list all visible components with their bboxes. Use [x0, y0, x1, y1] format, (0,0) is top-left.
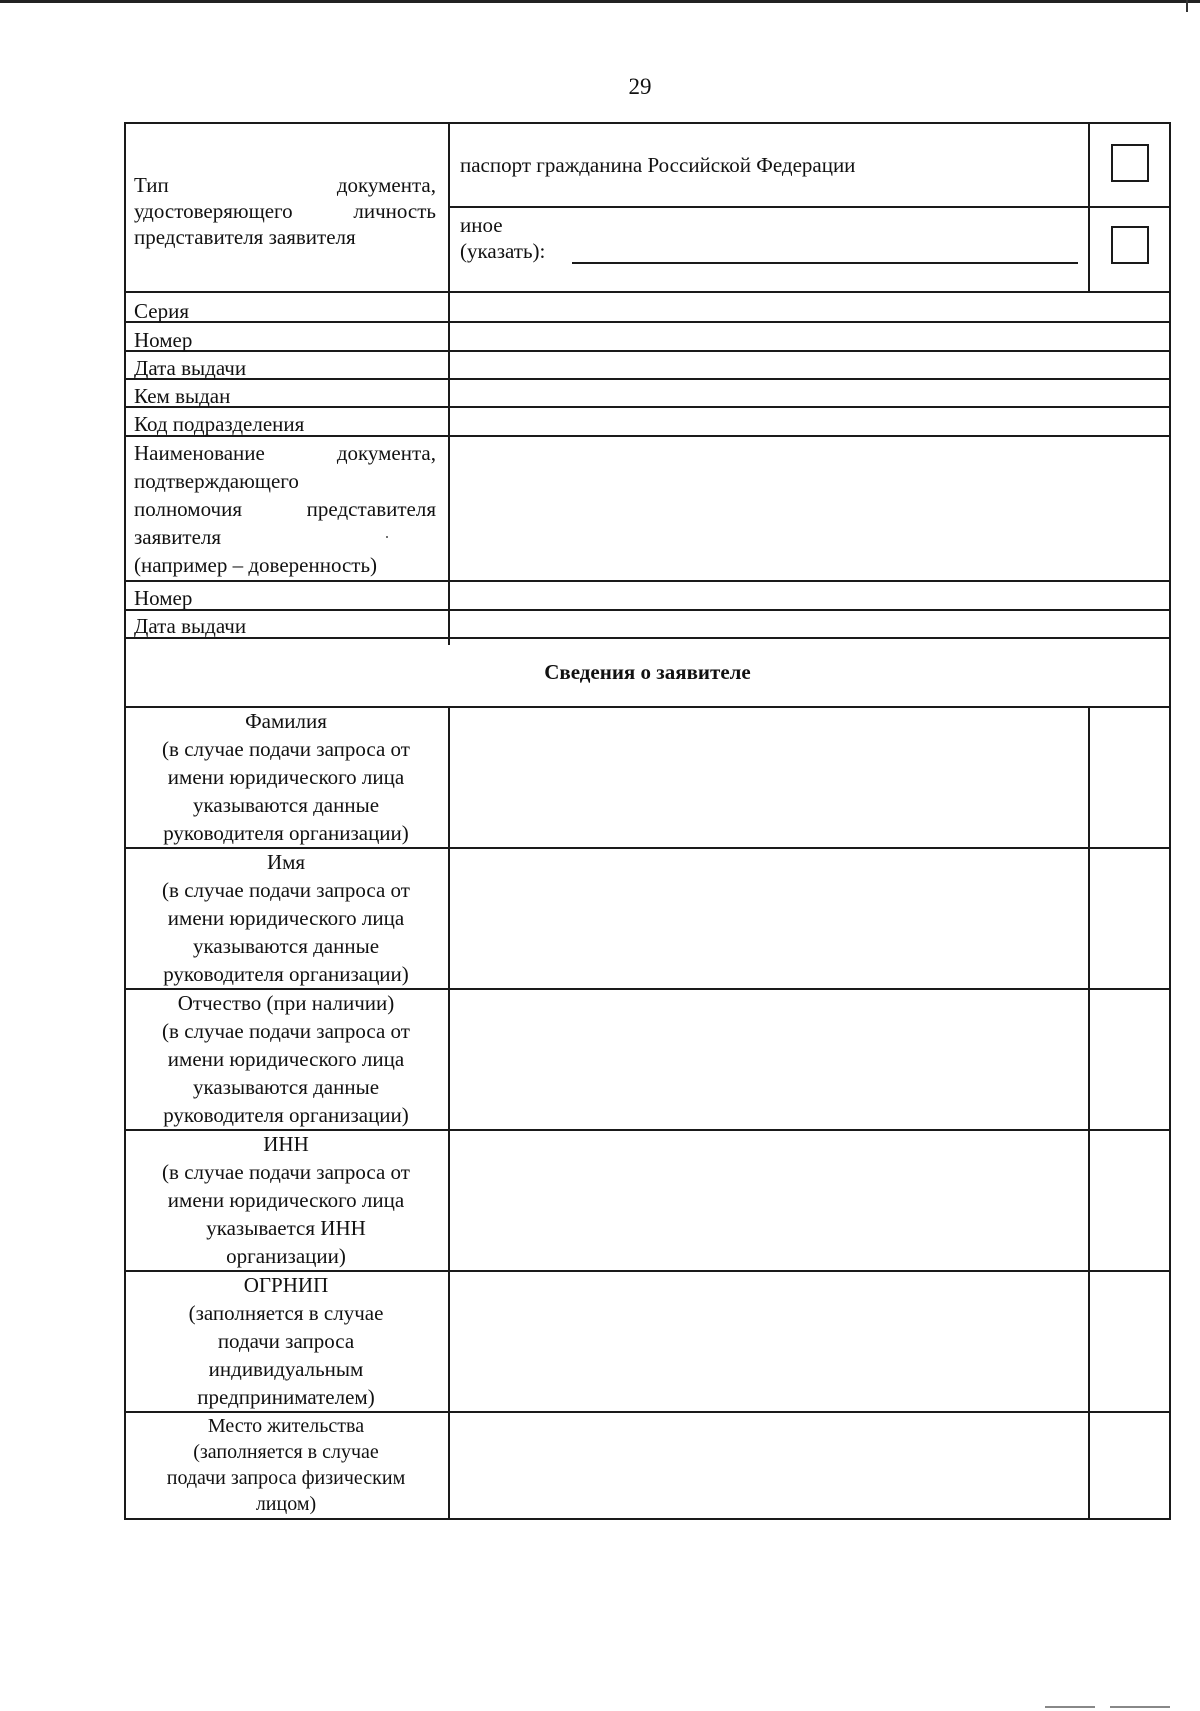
other-document-specify-input[interactable] [572, 262, 1078, 264]
name-note-1: (в случае подачи запроса от [162, 878, 410, 902]
inn-note-2: имени юридического лица [167, 1188, 405, 1212]
ogrnip-note-1: (заполняется в случае [188, 1301, 384, 1325]
option-passport-label: паспорт гражданина Российской Федерации [460, 153, 856, 177]
residence-title: Место жительства [207, 1415, 365, 1437]
authority-date-label: Дата выдачи [134, 614, 247, 638]
name-note-2: имени юридического лица [167, 906, 405, 930]
row-line-9 [124, 637, 1171, 639]
residence-label [124, 1413, 448, 1517]
patronymic-label [124, 989, 448, 1129]
division-code-label: Код подразделения [134, 412, 305, 436]
scan-bottom-mark-1 [1045, 1706, 1095, 1708]
label-word-representative: представителя [306, 497, 436, 521]
page-number: 29 [628, 74, 652, 99]
number-input[interactable] [450, 323, 1169, 350]
patronymic-note-2: имени юридического лица [167, 1047, 405, 1071]
surname-title: Фамилия [245, 709, 327, 733]
scan-edge-mark [1186, 0, 1188, 12]
surname-note-4: руководителя организации) [163, 821, 409, 845]
division-code-input[interactable] [450, 408, 1169, 435]
surname-label [124, 707, 448, 847]
label-word-document-2: документа, [336, 441, 436, 465]
inn-note-1: (в случае подачи запроса от [162, 1160, 410, 1184]
label-word-authority: полномочия [134, 497, 242, 521]
authority-doc-label-line1 [134, 440, 436, 466]
ogrnip-note-3: индивидуальным [208, 1357, 364, 1381]
authority-doc-label-line4: заявителя [134, 525, 222, 549]
series-input[interactable] [450, 293, 1169, 321]
residence-note-3: лицом) [255, 1493, 317, 1515]
rep-doc-type-label-line1 [134, 172, 436, 198]
label-word-identifying: удостоверяющего [134, 199, 293, 223]
inn-input[interactable] [450, 1131, 1088, 1270]
issued-by-label: Кем выдан [134, 384, 231, 408]
inn-label [124, 1130, 448, 1270]
issued-by-input[interactable] [450, 380, 1169, 406]
name-label [124, 848, 448, 988]
authority-doc-label-line3 [134, 496, 436, 522]
name-note-3: указываются данные [192, 934, 380, 958]
name-input[interactable] [450, 849, 1088, 988]
option-row-separator [448, 206, 1171, 208]
patronymic-title: Отчество (при наличии) [177, 991, 395, 1015]
ogrnip-label [124, 1271, 448, 1411]
top-border-line [0, 0, 1200, 3]
authority-number-input[interactable] [450, 582, 1169, 609]
patronymic-note-3: указываются данные [192, 1075, 380, 1099]
patronymic-note-4: руководителя организации) [163, 1103, 409, 1127]
label-word-identity: личность [353, 199, 436, 223]
applicant-section-title: Сведения о заявителе [544, 660, 751, 684]
label-word-name: Наименование [134, 441, 265, 465]
surname-input[interactable] [450, 708, 1088, 847]
number-label: Номер [134, 328, 193, 352]
surname-note-3: указываются данные [192, 793, 380, 817]
residence-input[interactable] [450, 1413, 1088, 1518]
authority-date-input[interactable] [450, 611, 1169, 637]
other-document-checkbox[interactable] [1111, 226, 1149, 264]
authority-doc-label-line2: подтверждающего [134, 469, 299, 493]
patronymic-note-1: (в случае подачи запроса от [162, 1019, 410, 1043]
issue-date-label: Дата выдачи [134, 356, 247, 380]
residence-note-2: подачи запроса физическим [166, 1467, 406, 1489]
table-top-border [124, 122, 1171, 124]
label-word-type: Тип [134, 173, 169, 197]
ogrnip-note-4: предпринимателем) [197, 1385, 375, 1409]
name-note-4: руководителя организации) [163, 962, 409, 986]
surname-note-2: имени юридического лица [167, 765, 405, 789]
residence-note-1: (заполняется в случае [193, 1441, 379, 1463]
authority-doc-label-line5: (например – доверенность) [134, 553, 378, 577]
ogrnip-input[interactable] [450, 1272, 1088, 1411]
issue-date-input[interactable] [450, 352, 1169, 378]
scan-bottom-mark-2 [1110, 1706, 1170, 1708]
inn-note-4: организации) [226, 1244, 346, 1268]
applicant-extra-column-divider [1088, 706, 1090, 1520]
rep-doc-type-label-line3: представителя заявителя [134, 225, 356, 249]
option-other-specify-label: (указать): [460, 239, 546, 263]
passport-checkbox[interactable] [1111, 144, 1149, 182]
rep-doc-type-label-line2 [134, 198, 436, 224]
table-bottom-border [124, 1518, 1171, 1520]
surname-note-1: (в случае подачи запроса от [162, 737, 410, 761]
label-word-document: документа, [336, 173, 436, 197]
option-other-label: иное [460, 213, 503, 237]
patronymic-input[interactable] [450, 990, 1088, 1129]
ogrnip-title: ОГРНИП [243, 1273, 329, 1297]
name-title: Имя [266, 850, 306, 874]
authority-doc-input[interactable] [450, 437, 1169, 580]
series-label: Серия [134, 299, 189, 323]
authority-number-label: Номер [134, 586, 193, 610]
table-right-border [1169, 122, 1171, 1520]
application-form-table [124, 122, 1171, 1520]
scan-dot [386, 536, 388, 538]
ogrnip-note-2: подачи запроса [217, 1329, 355, 1353]
inn-title: ИНН [263, 1132, 309, 1156]
inn-note-3: указывается ИНН [206, 1216, 366, 1240]
